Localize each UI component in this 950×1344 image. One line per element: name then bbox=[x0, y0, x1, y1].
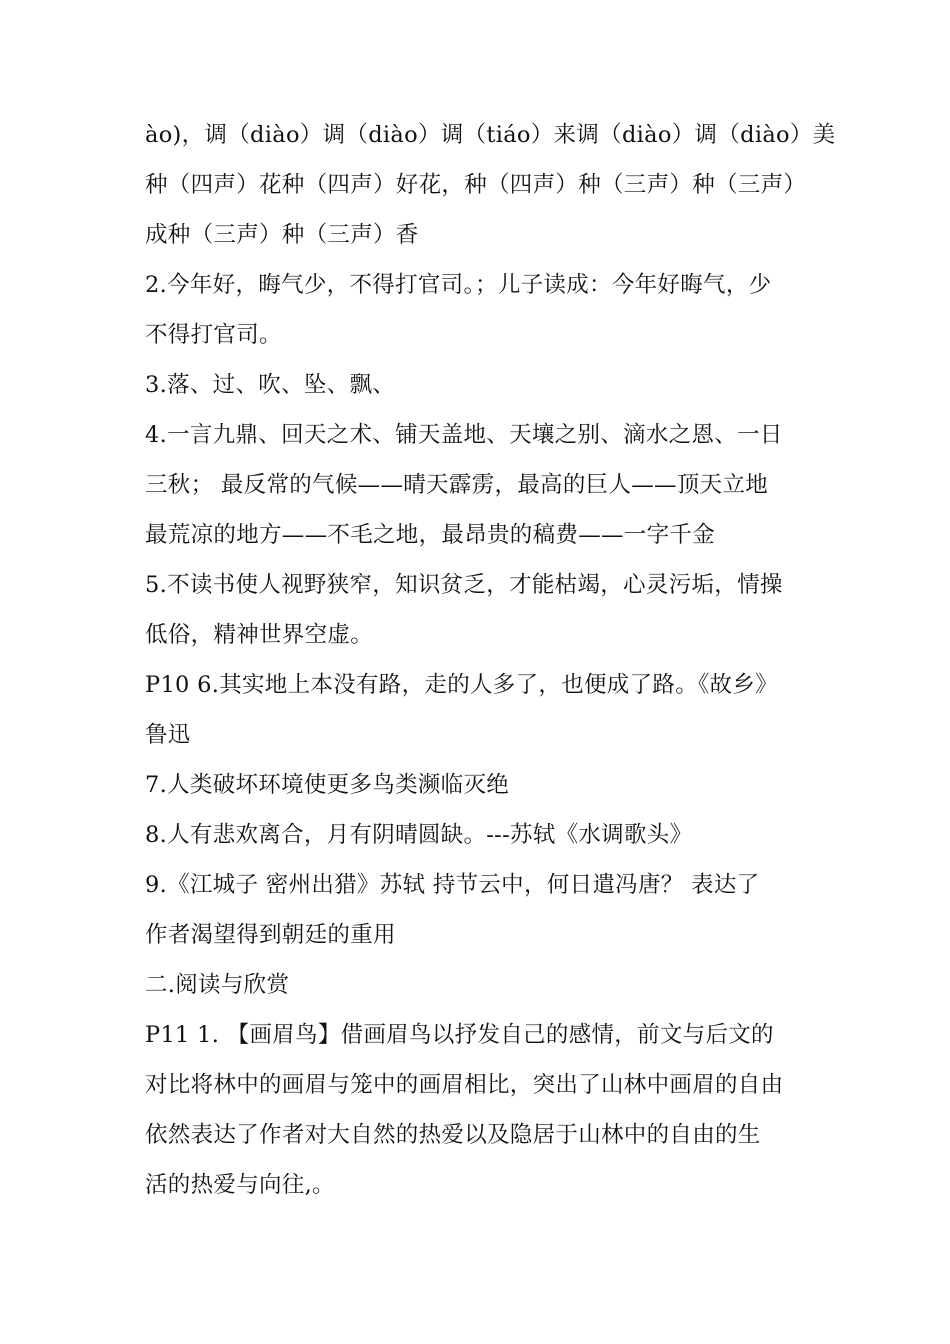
text-line: 最荒凉的地方——不毛之地，最昂贵的稿费——一字千金 bbox=[145, 522, 716, 548]
text-line: 2.今年好，晦气少，不得打官司。；儿子读成：今年好晦气，少 bbox=[145, 272, 772, 298]
text-line: ào)，调（diào）调（diào）调（tiáo）来调（diào）调（diào）美 bbox=[145, 122, 836, 148]
text-line: 依然表达了作者对大自然的热爱以及隐居于山林中的自由的生 bbox=[145, 1122, 761, 1148]
text-line: 对比将林中的画眉与笼中的画眉相比，突出了山林中画眉的自由 bbox=[145, 1072, 784, 1098]
text-line: P11 1. 【画眉鸟】借画眉鸟以抒发自己的感情，前文与后文的 bbox=[145, 1022, 774, 1048]
text-line: 作者渴望得到朝廷的重用 bbox=[145, 922, 396, 948]
text-line: 鲁迅 bbox=[145, 722, 191, 748]
text-line: 活的热爱与向往,。 bbox=[145, 1172, 335, 1198]
text-line: 低俗，精神世界空虚。 bbox=[145, 622, 374, 648]
text-line: 9.《江城子 密州出猎》苏轼 持节云中，何日遣冯唐？ 表达了 bbox=[145, 872, 760, 898]
text-line: 3.落、过、吹、坠、飘、 bbox=[145, 372, 396, 398]
text-line: P10 6.其实地上本没有路，走的人多了，也便成了路。《故乡》 bbox=[145, 672, 778, 698]
section-heading: 二.阅读与欣赏 bbox=[145, 972, 290, 998]
text-line: 三秋； 最反常的气候——晴天霹雳，最高的巨人——顶天立地 bbox=[145, 472, 769, 498]
text-line: 5.不读书使人视野狭窄，知识贫乏，才能枯竭，心灵污垢，情操 bbox=[145, 572, 783, 598]
text-line: 种（四声）花种（四声）好花，种（四声）种（三声）种（三声） bbox=[145, 172, 807, 198]
text-line: 成种（三声）种（三声）香 bbox=[145, 222, 419, 248]
text-line: 7.人类破坏环境使更多鸟类濒临灭绝 bbox=[145, 772, 510, 798]
text-line: 8.人有悲欢离合，月有阴晴圆缺。---苏轼《水调歌头》 bbox=[145, 822, 693, 848]
text-line: 4.一言九鼎、回天之术、铺天盖地、天壤之别、滴水之恩、一日 bbox=[145, 422, 783, 448]
text-line: 不得打官司。 bbox=[145, 322, 282, 348]
document-body bbox=[145, 110, 836, 1210]
